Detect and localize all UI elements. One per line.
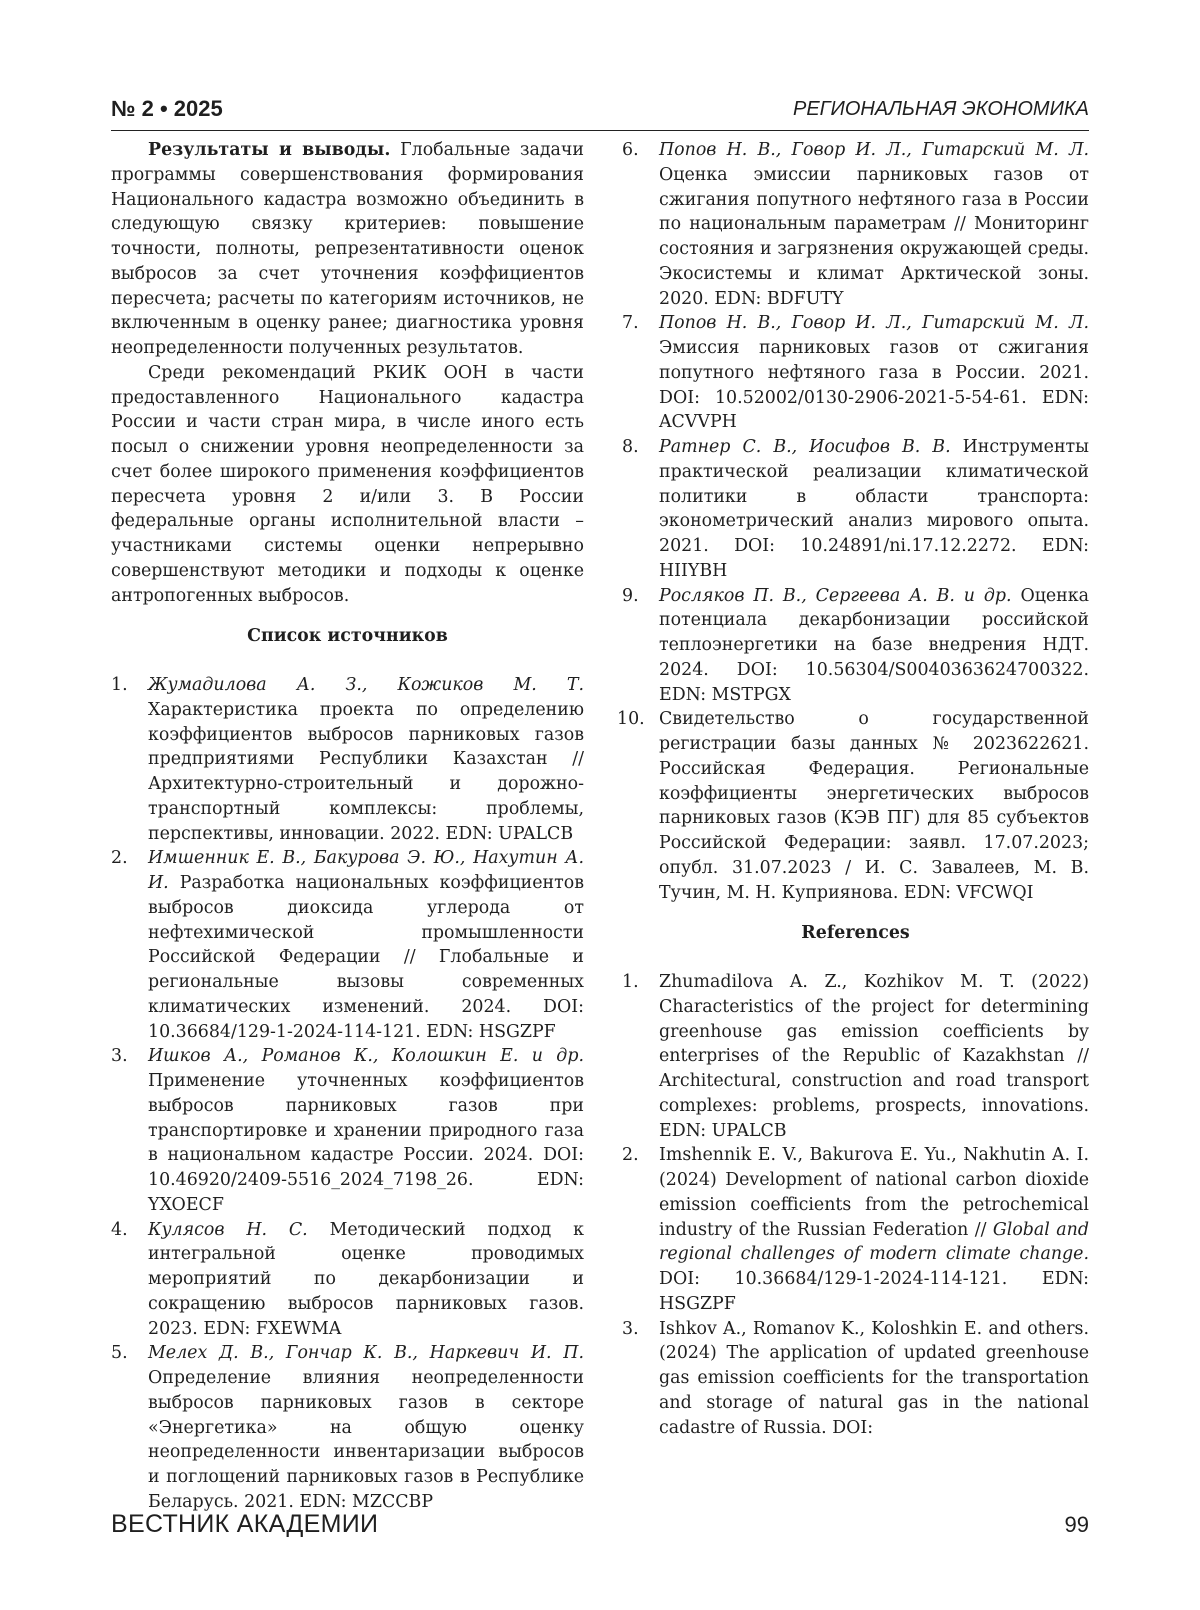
source-text: Характеристика проекта по определению коэффициентов выбросов парниковых газов предприятиями Республики Казахстан // Архитектурно-строительный и дорожно-транспортный комплексы: проблемы, перспективы, инновации. 2022. EDN: UPALCB — [148, 699, 584, 844]
source-authors: Имшенник Е. В., Бакурова Э. Ю., Нахутин А. И. — [148, 848, 584, 893]
source-item-9 — [622, 584, 1089, 708]
source-item-4 — [111, 1218, 584, 1342]
source-item-3 — [111, 1044, 584, 1217]
source-authors: Кулясов Н. С. — [148, 1219, 308, 1240]
left-column — [111, 138, 584, 1515]
results-paragraph-1 — [111, 138, 584, 361]
source-text: Определение влияния неопределенности выбросов парниковых газов в секторе «Энергетика» на общую оценку неопределенности инвентаризации выбросов и поглощений парниковых газов в Республике Беларусь. 2021. EDN: MZCCBP — [148, 1368, 584, 1512]
reference-text: Ishkov A., Romanov K., Koloshkin E. and others. (2024) The application of updated greenhouse gas emission coefficients for the transportation and storage of natural gas in the national cadastre of Russia. DOI: — [659, 1318, 1089, 1438]
reference-text: Imshennik E. V., Bakurova E. Yu., Nakhutin A. I. (2024) Development of national carbon dioxide emission coefficients from the petrochemical industry of the Russian Federation // — [659, 1145, 1089, 1240]
source-number: 4. — [111, 1219, 128, 1240]
source-authors: Росляков П. В., Сергеева А. В. и др. — [659, 585, 1012, 606]
source-text: Оценка эмиссии парниковых газов от сжигания попутного нефтяного газа в России по национальным параметрам // Мониторинг состояния и загрязнения окружающей среды. Экосистемы и климат Арктической зоны. 2020. EDN: BDFUTY — [659, 164, 1089, 309]
source-number: 5. — [111, 1343, 128, 1364]
source-item-2 — [111, 846, 584, 1044]
journal-section: РЕГИОНАЛЬНАЯ ЭКОНОМИКА — [793, 98, 1089, 120]
source-text: Инструменты практической реализации климатической политики в области транспорта: эконометрический анализ мирового опыта. 2021. DOI: 10.24891/ni.17.12.2272. EDN: HIIYBH — [659, 437, 1089, 581]
source-text: Эмиссия парниковых газов от сжигания попутного нефтяного газа в России. 2021. DOI: 10.52002/0130-2906-2021-5-54-61. EDN: ACVVPH — [659, 338, 1089, 433]
right-column — [617, 138, 1089, 1440]
results-lead: Результаты и выводы. — [148, 140, 391, 160]
reference-item-1 — [622, 970, 1089, 1143]
source-number: 6. — [622, 140, 639, 160]
issue-number: № 2 • 2025 — [111, 96, 223, 121]
reference-number: 3. — [622, 1318, 639, 1339]
source-text: Методический подход к интегральной оценке проводимых мероприятий по декарбонизации и сокращению выбросов парниковых газов. 2023. EDN: FXEWMA — [148, 1219, 584, 1339]
source-number: 1. — [111, 675, 128, 695]
source-number: 7. — [622, 313, 639, 334]
reference-source-title: Global and regional challenges of modern climate change. — [659, 1219, 1089, 1265]
source-number: 2. — [111, 848, 128, 869]
source-text: Оценка потенциала декарбонизации российской теплоэнергетики на базе внедрения НДТ. 2024. DOI: 10.56304/S0040363624700322. EDN: MSTPGX — [659, 585, 1089, 705]
source-item-7 — [622, 311, 1089, 435]
source-text: Применение уточненных коэффициентов выбросов парниковых газов при транспортировке и хранении природного газа в национальном кадастре России. 2024. DOI: 10.46920/2409-5516_2024_7198_26. EDN: YXOECF — [148, 1071, 584, 1215]
source-number: 9. — [622, 585, 639, 606]
reference-number: 1. — [622, 972, 639, 992]
source-number: 3. — [111, 1046, 128, 1067]
reference-text: Zhumadilova A. Z., Kozhikov M. T. (2022) Characteristics of the project for determining greenhouse gas emission coefficients by enterprises of the Republic of Kazakhstan // Architectural, construction and road transport complexes: problems, prospects, innovations. EDN: UPALCB — [659, 972, 1089, 1141]
sources-heading: Список источников — [247, 626, 448, 647]
source-item-5 — [111, 1341, 584, 1514]
reference-number: 2. — [622, 1145, 639, 1166]
reference-item-2 — [622, 1143, 1089, 1316]
reference-item-3 — [622, 1317, 1089, 1441]
source-item-6 — [622, 138, 1089, 311]
source-number: 10. — [617, 709, 645, 730]
sources-list-part-1 — [111, 673, 584, 1515]
source-authors: Ишков А., Романов К., Колошкин Е. и др. — [148, 1046, 584, 1067]
results-text-1: Глобальные задачи программы совершенствования формирования Национального кадастра возможно объединить в следующую связку критериев: повышение точности, полноты, репрезентативности оценок выбросов за счет уточнения коэффициентов пересчета; расчеты по категориям источников, не включенным в оценку ранее; диагностика уровня неопределенности полученных результатов. — [111, 140, 585, 358]
source-authors: Попов Н. В., Говор И. Л., Гитарский М. Л. — [659, 313, 1089, 334]
sources-list-part-2 — [617, 138, 1089, 905]
source-authors: Мелех Д. В., Гончар К. В., Наркевич И. П. — [148, 1343, 584, 1364]
source-item-10 — [617, 707, 1089, 905]
source-authors: Попов Н. В., Говор И. Л., Гитарский М. Л. — [659, 140, 1089, 160]
source-text: Свидетельство о государственной регистрации базы данных № 2023622621. Российская Федерация. Региональные коэффициенты энергетических выбросов парниковых газов (КЭВ ПГ) для 85 субъектов Российской Федерации: заявл. 17.07.2023; опубл. 31.07.2023 / И. С. Завалеев, М. В. Тучин, М. Н. Куприянова. EDN: VFCWQI — [659, 709, 1089, 903]
references-heading: References — [801, 923, 910, 944]
source-number: 8. — [622, 437, 639, 457]
running-header — [111, 90, 1089, 131]
source-item-1 — [111, 673, 584, 846]
page-number: 99 — [1064, 1512, 1089, 1537]
reference-text-tail: DOI: 10.36684/129-1-2024-114-121. EDN: HSGZPF — [659, 1269, 1089, 1314]
source-item-8 — [622, 435, 1089, 584]
footer-journal-title: ВЕСТНИК АКАДЕМИИ — [111, 1510, 379, 1538]
source-authors: Ратнер С. В., Иосифов В. В. — [659, 437, 951, 457]
source-authors: Жумадилова А. З., Кожиков М. Т. — [148, 675, 584, 695]
source-text: Разработка национальных коэффициентов выбросов диоксида углерода от нефтехимической промышленности Российской Федерации // Глобальные и региональные вызовы современных климатических изменений. 2024. DOI: 10.36684/129-1-2024-114-121. EDN: HSGZPF — [148, 873, 584, 1042]
results-paragraph-2: Среди рекомендаций РКИК ООН в части предоставленного Национального кадастра России и части стран мира, в числе иного есть посыл о снижении уровня неопределенности за счет более широкого применения коэффициентов пересчета уровня 2 и/или 3. В России федеральные органы исполнительной власти – участниками системы оценки непрерывно совершенствуют методики и подходы к оценке антропогенных выбросов. — [111, 362, 584, 606]
references-list — [622, 970, 1089, 1440]
